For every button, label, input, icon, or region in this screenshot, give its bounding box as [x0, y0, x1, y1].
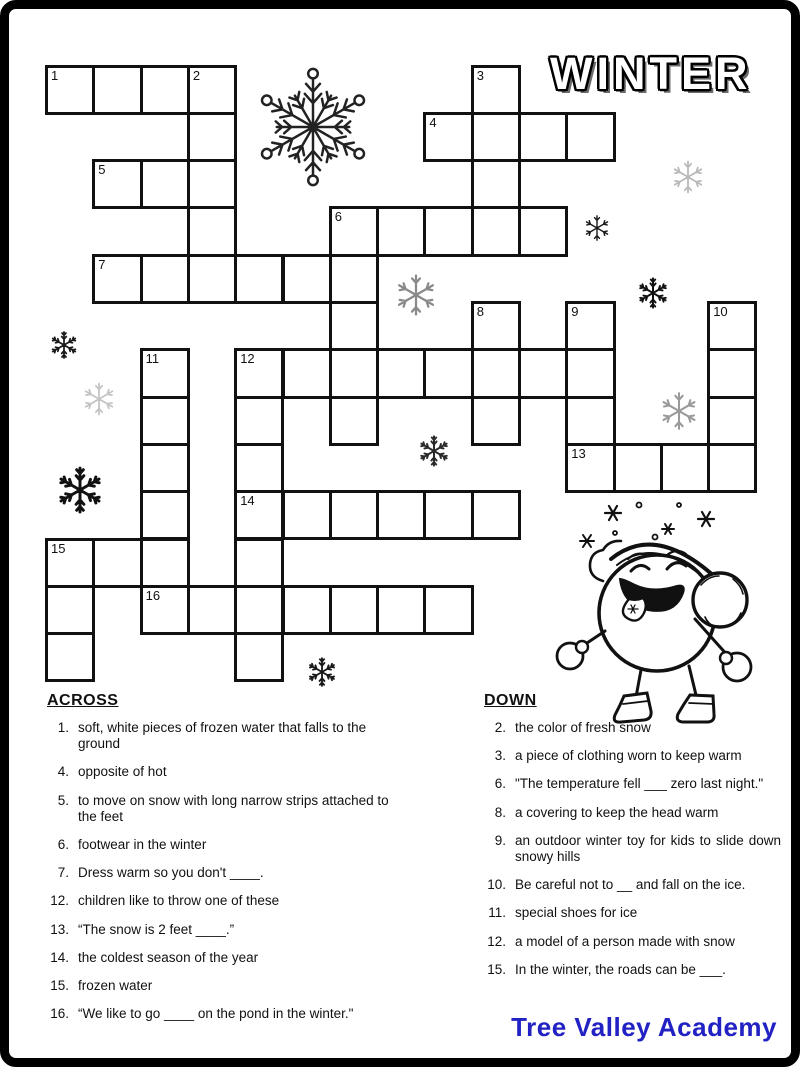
clue-item: [482, 720, 782, 736]
crossword-cell[interactable]: [518, 112, 568, 162]
snow-dot: [637, 503, 642, 508]
crossword-cell[interactable]: [471, 301, 521, 351]
snowflake-icon: [657, 389, 701, 433]
snowflake-icon: [669, 158, 707, 196]
clue-text: an outdoor winter toy for kids to slide down snowy hills: [515, 832, 781, 865]
crossword-cell[interactable]: [518, 206, 568, 256]
cell-number: 14: [240, 493, 255, 509]
crossword-cell[interactable]: [613, 443, 663, 493]
snowflake-icon: [252, 66, 374, 188]
clue-item: [45, 950, 403, 966]
across-clues-section: [45, 692, 403, 1034]
clue-number: 12.: [487, 933, 506, 949]
clue-text: soft, white pieces of frozen water that falls to the ground: [78, 720, 367, 752]
clue-item: [45, 764, 403, 780]
cell-number: 16: [145, 587, 161, 603]
crossword-cell[interactable]: [423, 348, 473, 398]
crossword-cell[interactable]: [471, 112, 521, 162]
crossword-cell[interactable]: [45, 538, 95, 588]
crossword-cell[interactable]: [518, 348, 568, 398]
cell-number: 10: [713, 304, 728, 319]
clue-text: “We like to go ____ on the pond in the winter.": [78, 1006, 354, 1022]
clue-number: 2.: [494, 720, 506, 735]
right-mitten-thumb: [720, 652, 732, 664]
crossword-cell[interactable]: [471, 396, 521, 446]
clue-item: [482, 776, 782, 792]
crossword-cell[interactable]: [423, 112, 473, 162]
clue-number: 13.: [50, 921, 69, 937]
clue-item: [482, 934, 782, 950]
cell-number: 3: [476, 67, 484, 83]
clue-number: 9.: [494, 832, 506, 848]
crossword-cell[interactable]: [140, 254, 190, 304]
crossword-cell[interactable]: [329, 348, 379, 398]
crossword-cell[interactable]: [423, 206, 473, 256]
crossword-cell[interactable]: [329, 254, 379, 304]
cell-number: 7: [98, 256, 106, 272]
snowflake-icon: [80, 380, 118, 418]
clue-item: [45, 793, 403, 825]
clue-number: 14.: [50, 949, 69, 965]
crossword-cell[interactable]: [471, 206, 521, 256]
sparkle-icon: [605, 506, 621, 520]
crossword-cell[interactable]: [187, 159, 237, 209]
crossword-cell[interactable]: [140, 159, 190, 209]
crossword-cell[interactable]: [45, 632, 95, 682]
clue-text: "The temperature fell ___ zero last night.": [515, 776, 764, 792]
crossword-cell[interactable]: [282, 490, 332, 540]
across-clue-list: [45, 720, 403, 1022]
crossword-cell[interactable]: [565, 396, 615, 446]
snowflake-icon: [582, 213, 612, 243]
crossword-cell[interactable]: [92, 65, 142, 115]
clue-text: opposite of hot: [78, 764, 167, 780]
clue-item: [45, 978, 403, 994]
clue-text: In the winter, the roads can be ___.: [515, 961, 726, 977]
clue-text: “The snow is 2 feet ____.”: [78, 921, 235, 937]
crossword-cell[interactable]: [140, 65, 190, 115]
snow-dot: [653, 535, 658, 540]
cell-number: 5: [98, 162, 106, 178]
crossword-cell[interactable]: [234, 490, 284, 540]
clue-text: the coldest season of the year: [78, 949, 259, 965]
cell-number: 2: [192, 67, 201, 83]
clue-item: [45, 922, 403, 938]
clue-text: footwear in the winter: [78, 837, 207, 853]
crossword-cell[interactable]: [234, 254, 284, 304]
crossword-cell[interactable]: [92, 159, 142, 209]
clue-number: 15.: [487, 961, 506, 977]
clue-item: [482, 833, 782, 865]
snowflake-icon: [53, 463, 107, 517]
clue-text: Be careful not to __ and fall on the ice.: [515, 877, 746, 893]
clue-text: to move on snow with long narrow strips attached to the feet: [78, 792, 389, 824]
cell-number: 11: [145, 351, 160, 367]
cell-number: 13: [571, 445, 586, 461]
snowflake-icon: [635, 275, 671, 311]
crossword-cell[interactable]: [329, 585, 379, 635]
snowflake-icon: [48, 329, 80, 361]
clue-text: Dress warm so you don't ____.: [78, 865, 264, 881]
crossword-cell[interactable]: [707, 396, 757, 446]
crossword-cell[interactable]: [282, 254, 332, 304]
crossword-cell[interactable]: [92, 254, 142, 304]
crossword-cell[interactable]: [187, 254, 237, 304]
clue-item: [482, 748, 782, 764]
snow-dot: [677, 503, 681, 507]
cell-number: 1: [51, 67, 59, 83]
crossword-cell[interactable]: [329, 301, 379, 351]
cell-number: 9: [571, 304, 579, 319]
clue-number: 15.: [50, 978, 69, 994]
crossword-cell[interactable]: [187, 206, 237, 256]
clue-item: [45, 1006, 403, 1022]
crossword-cell[interactable]: [45, 585, 95, 635]
crossword-cell[interactable]: [376, 348, 426, 398]
crossword-cell[interactable]: [329, 490, 379, 540]
clue-number: 11.: [488, 905, 506, 921]
crossword-cell[interactable]: [140, 396, 190, 446]
crossword-cell[interactable]: [471, 65, 521, 115]
clue-item: [45, 865, 403, 881]
cell-number: 12: [240, 351, 255, 367]
right-earmuff: [693, 573, 747, 627]
crossword-cell[interactable]: [565, 348, 615, 398]
crossword-cell[interactable]: [329, 206, 379, 256]
down-clues-section: [482, 692, 782, 990]
crossword-cell[interactable]: [140, 490, 190, 540]
crossword-cell[interactable]: [565, 301, 615, 351]
clue-number: 7.: [57, 865, 69, 881]
crossword-cell[interactable]: [45, 65, 95, 115]
cell-number: 8: [476, 304, 484, 319]
crossword-cell[interactable]: [140, 585, 190, 635]
crossword-cell[interactable]: [140, 443, 190, 493]
sparkle-icon: [580, 535, 594, 547]
clue-text: the color of fresh snow: [515, 720, 651, 735]
crossword-cell[interactable]: [329, 396, 379, 446]
clue-number: 4.: [57, 764, 69, 780]
clue-number: 6.: [57, 837, 69, 853]
clue-number: 10.: [487, 877, 506, 893]
page-title: WINTER: [550, 48, 752, 99]
crossword-cell[interactable]: [471, 348, 521, 398]
clue-number: 3.: [494, 748, 506, 764]
crossword-cell[interactable]: [376, 206, 426, 256]
crossword-cell[interactable]: [187, 585, 237, 635]
crossword-cell[interactable]: [376, 585, 426, 635]
sparkle-icon: [662, 524, 674, 534]
crossword-cell[interactable]: [282, 585, 332, 635]
clue-number: 16.: [50, 1006, 69, 1022]
snow-dot: [613, 531, 617, 535]
crossword-cell[interactable]: [234, 538, 284, 588]
clue-item: [482, 962, 782, 978]
crossword-cell[interactable]: [471, 159, 521, 209]
clue-text: frozen water: [78, 978, 153, 994]
crossword-cell[interactable]: [423, 585, 473, 635]
crossword-cell[interactable]: [565, 112, 615, 162]
clue-item: [45, 893, 403, 909]
clue-text: special shoes for ice: [515, 905, 638, 921]
snowflake-icon: [305, 655, 339, 689]
clue-number: 6.: [494, 776, 506, 792]
sparkle-icon: [698, 512, 714, 526]
crossword-cell[interactable]: [707, 348, 757, 398]
clue-item: [45, 837, 403, 853]
clue-item: [45, 720, 403, 752]
clue-number: 5.: [57, 792, 69, 808]
clue-item: [482, 905, 782, 921]
clue-item: [482, 877, 782, 893]
left-mitten-thumb: [576, 641, 588, 653]
brand-name: Tree Valley Academy: [511, 1012, 777, 1042]
crossword-cell[interactable]: [187, 65, 237, 115]
across-heading: ACROSS: [47, 692, 119, 709]
crossword-cell[interactable]: [140, 538, 190, 588]
crossword-cell[interactable]: [707, 443, 757, 493]
crossword-cell[interactable]: [140, 348, 190, 398]
crossword-cell[interactable]: [376, 490, 426, 540]
clue-number: 8.: [494, 804, 506, 820]
crossword-cell[interactable]: [707, 301, 757, 351]
snowflake-icon: [392, 271, 440, 319]
down-heading: DOWN: [484, 692, 537, 709]
clue-number: 1.: [57, 720, 69, 735]
crossword-cell[interactable]: [234, 396, 284, 446]
crossword-cell[interactable]: [565, 443, 615, 493]
snowflake-icon: [416, 433, 452, 469]
crossword-cell[interactable]: [282, 348, 332, 398]
clue-item: [482, 805, 782, 821]
crossword-cell[interactable]: [187, 112, 237, 162]
crossword-cell[interactable]: [234, 443, 284, 493]
clue-text: a covering to keep the head warm: [515, 804, 719, 820]
crossword-cell[interactable]: [234, 632, 284, 682]
clue-text: a model of a person made with snow: [515, 933, 735, 949]
clue-number: 12.: [50, 893, 69, 909]
crossword-cell[interactable]: [660, 443, 710, 493]
crossword-cell[interactable]: [234, 348, 284, 398]
clue-text: a piece of clothing worn to keep warm: [515, 748, 742, 764]
right-leg: [689, 666, 696, 695]
cell-number: 4: [429, 114, 437, 130]
cell-number: 6: [334, 209, 343, 225]
down-clue-list: [482, 720, 782, 978]
crossword-cell[interactable]: [423, 490, 473, 540]
crossword-cell[interactable]: [234, 585, 284, 635]
clue-text: children like to throw one of these: [78, 893, 280, 909]
crossword-cell[interactable]: [471, 490, 521, 540]
cell-number: 15: [51, 540, 66, 556]
crossword-cell[interactable]: [92, 538, 142, 588]
